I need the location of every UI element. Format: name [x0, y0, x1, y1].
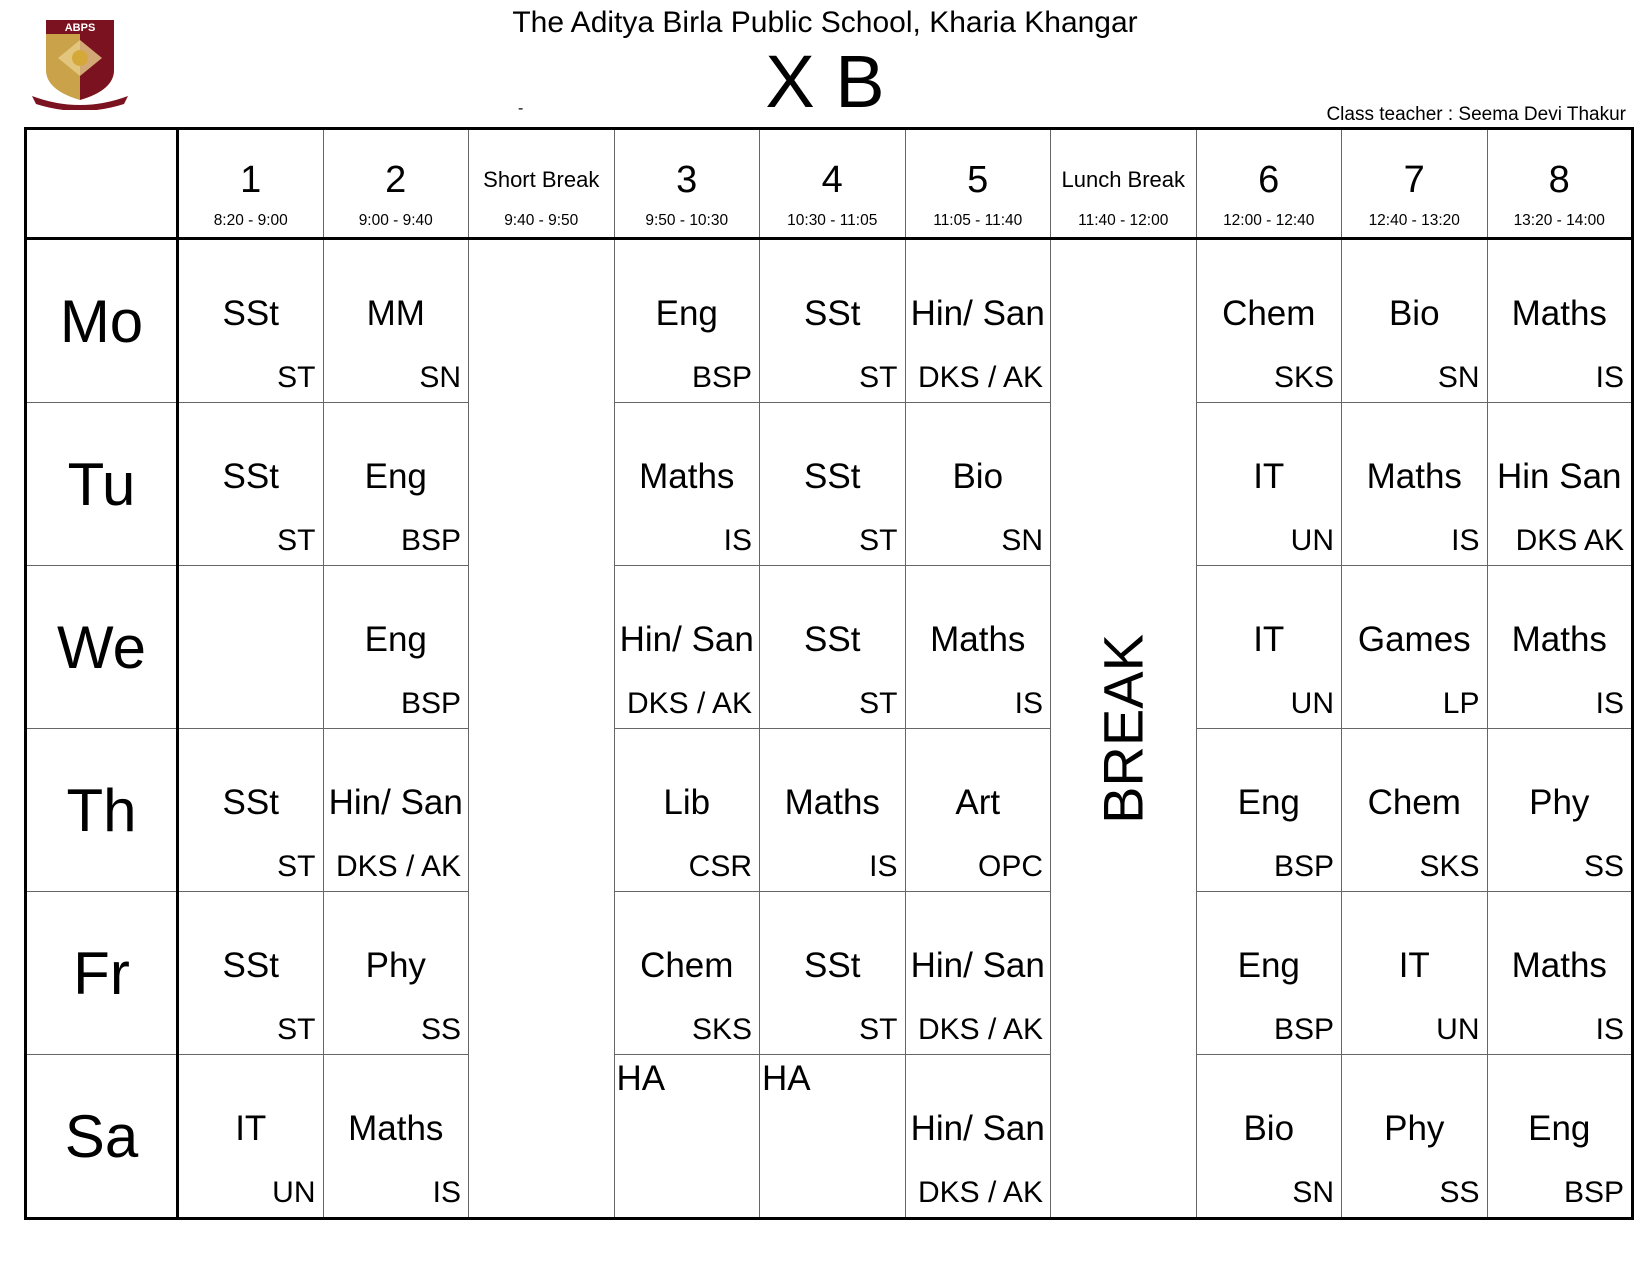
- subject-label: Maths: [1511, 620, 1607, 659]
- day-label: Sa: [26, 1055, 178, 1219]
- timetable: [24, 127, 1634, 1220]
- subject-label: Chem: [1367, 783, 1461, 822]
- subject-label: IT: [1253, 457, 1285, 496]
- timetable-cell: [905, 239, 1051, 403]
- period-time: 9:50 - 10:30: [645, 212, 729, 229]
- teacher-code: BSP: [1563, 1176, 1624, 1209]
- timetable-cell: [614, 403, 760, 566]
- timetable-cell: [1487, 566, 1633, 729]
- period-header-row: [26, 129, 1633, 239]
- day-row: [26, 1055, 1633, 1219]
- subject-label: Maths: [1511, 946, 1607, 985]
- teacher-code: SN: [1292, 1176, 1334, 1209]
- subject-label: Maths: [930, 620, 1026, 659]
- period-time: 8:20 - 9:00: [213, 212, 288, 229]
- timetable-cell: [323, 566, 469, 729]
- teacher-code: SKS: [1419, 850, 1480, 883]
- period-label: 1: [240, 159, 262, 201]
- period-time: 12:00 - 12:40: [1223, 212, 1315, 229]
- timetable-cell: [1196, 729, 1342, 892]
- day-row: [26, 403, 1633, 566]
- timetable-cell: [1342, 729, 1488, 892]
- class-teacher: Class teacher : Seema Devi Thakur: [1326, 104, 1626, 125]
- subject-label: Eng: [655, 294, 718, 333]
- timetable-cell: [905, 729, 1051, 892]
- subject-label: Chem: [640, 946, 734, 985]
- subject-label: Hin/ San: [328, 783, 463, 822]
- teacher-code: IS: [1595, 687, 1624, 720]
- subject-label: SSt: [804, 946, 861, 985]
- day-row: [26, 892, 1633, 1055]
- subject-label: IT: [1253, 620, 1285, 659]
- timetable-cell: [760, 1055, 906, 1219]
- teacher-code: IS: [1451, 524, 1480, 557]
- period-label: 8: [1548, 159, 1570, 201]
- teacher-code: IS: [1595, 361, 1624, 394]
- timetable-cell: [760, 239, 906, 403]
- lunch-break-column: [1051, 239, 1197, 1219]
- subject-label: Phy: [365, 946, 426, 985]
- class-name: X B: [765, 40, 885, 123]
- period-header: [905, 129, 1051, 239]
- subject-label: Phy: [1529, 783, 1590, 822]
- period-header: [178, 129, 324, 239]
- teacher-code: IS: [432, 1176, 461, 1209]
- corner-cell: [26, 129, 178, 239]
- teacher-code: ST: [859, 361, 898, 394]
- teacher-code: IS: [869, 850, 898, 883]
- subject-label: SSt: [804, 294, 861, 333]
- day-label: Mo: [26, 239, 178, 403]
- teacher-code: SS: [1583, 850, 1624, 883]
- timetable-cell: [760, 403, 906, 566]
- timetable-cell: [178, 566, 324, 729]
- timetable-cell: [905, 566, 1051, 729]
- timetable-cell: [1487, 729, 1633, 892]
- subject-label: Eng: [1237, 783, 1300, 822]
- day-label: Fr: [26, 892, 178, 1055]
- subject-label: Bio: [952, 457, 1004, 496]
- teacher-code: ST: [859, 687, 898, 720]
- header-dash: -: [518, 100, 524, 117]
- teacher-code: BSP: [1273, 1013, 1334, 1046]
- subject-label: Hin/ San: [619, 620, 754, 659]
- period-label: 6: [1258, 159, 1280, 201]
- timetable-cell: [760, 566, 906, 729]
- subject-label: Bio: [1243, 1109, 1295, 1148]
- subject-label: Art: [955, 783, 1001, 822]
- timetable-cell: [614, 892, 760, 1055]
- timetable-cell: [323, 1055, 469, 1219]
- timetable-cell: [178, 729, 324, 892]
- timetable-cell: [614, 1055, 760, 1219]
- timetable-cell: [323, 239, 469, 403]
- subject-label: Hin/ San: [910, 1109, 1045, 1148]
- break-label: BREAK: [1091, 633, 1155, 824]
- teacher-code: SKS: [691, 1013, 752, 1046]
- teacher-code: SN: [1001, 524, 1043, 557]
- period-header: [1051, 129, 1197, 239]
- short-break-column: [469, 239, 615, 1219]
- subject-label: Bio: [1388, 294, 1440, 333]
- timetable-cell: [905, 403, 1051, 566]
- subject-label: SSt: [222, 946, 279, 985]
- timetable-cell: [614, 566, 760, 729]
- period-time: 11:40 - 12:00: [1078, 212, 1169, 229]
- day-label: Th: [26, 729, 178, 892]
- subject-label: Lib: [663, 783, 711, 822]
- subject-label: Eng: [364, 457, 427, 496]
- subject-label: Maths: [1366, 457, 1462, 496]
- teacher-code: SS: [1439, 1176, 1480, 1209]
- subject-label: SSt: [804, 620, 861, 659]
- subject-label: SSt: [804, 457, 861, 496]
- timetable-cell: [323, 403, 469, 566]
- timetable-cell: [1196, 403, 1342, 566]
- timetable-cell: [323, 729, 469, 892]
- teacher-code: IS: [1014, 687, 1043, 720]
- period-time: 11:05 - 11:40: [933, 212, 1023, 229]
- teacher-code: SN: [1437, 361, 1480, 394]
- timetable-cell: [1487, 239, 1633, 403]
- timetable-cell: [1196, 239, 1342, 403]
- timetable-cell: [323, 892, 469, 1055]
- subject-label: Eng: [1237, 946, 1300, 985]
- period-header: [1196, 129, 1342, 239]
- teacher-code: BSP: [691, 361, 752, 394]
- subject-label: Hin San: [1496, 457, 1622, 496]
- logo-text: ABPS: [64, 22, 96, 34]
- subject-label: HA: [616, 1059, 666, 1098]
- teacher-code: BSP: [400, 687, 461, 720]
- teacher-code: UN: [1436, 1013, 1480, 1046]
- subject-label: IT: [235, 1109, 267, 1148]
- teacher-code: OPC: [977, 850, 1043, 883]
- subject-label: Hin/ San: [910, 294, 1045, 333]
- teacher-code: IS: [723, 524, 752, 557]
- teacher-code: UN: [272, 1176, 316, 1209]
- timetable-cell: [1196, 1055, 1342, 1219]
- subject-label: IT: [1398, 946, 1430, 985]
- timetable-cell: [178, 403, 324, 566]
- period-label: 2: [385, 159, 407, 201]
- teacher-code: BSP: [400, 524, 461, 557]
- timetable-cell: [178, 239, 324, 403]
- subject-label: SSt: [222, 294, 279, 333]
- period-header: [323, 129, 469, 239]
- timetable-cell: [905, 1055, 1051, 1219]
- subject-label: Maths: [639, 457, 735, 496]
- teacher-code: DKS / AK: [917, 361, 1043, 394]
- teacher-code: CSR: [688, 850, 752, 883]
- period-label: 4: [821, 159, 843, 201]
- teacher-code: DKS / AK: [917, 1176, 1043, 1209]
- timetable-cell: [1342, 1055, 1488, 1219]
- day-label: Tu: [26, 403, 178, 566]
- period-time: 13:20 - 14:00: [1513, 212, 1605, 229]
- timetable-cell: [1342, 239, 1488, 403]
- timetable-cell: [1487, 892, 1633, 1055]
- teacher-code: ST: [277, 361, 316, 394]
- timetable-cell: [760, 729, 906, 892]
- teacher-code: SS: [420, 1013, 461, 1046]
- subject-label: Phy: [1384, 1109, 1445, 1148]
- period-header: [614, 129, 760, 239]
- teacher-code: LP: [1442, 687, 1480, 720]
- subject-label: Eng: [364, 620, 427, 659]
- period-label: 7: [1403, 159, 1425, 201]
- period-header: [760, 129, 906, 239]
- timetable-cell: [760, 892, 906, 1055]
- period-time: 9:00 - 9:40: [358, 212, 433, 229]
- teacher-code: DKS AK: [1515, 524, 1624, 557]
- teacher-code: DKS / AK: [335, 850, 461, 883]
- timetable-cell: [178, 892, 324, 1055]
- teacher-code: ST: [277, 524, 316, 557]
- subject-label: Eng: [1528, 1109, 1591, 1148]
- teacher-code: UN: [1290, 687, 1334, 720]
- subject-label: Maths: [784, 783, 880, 822]
- timetable-cell: [1342, 892, 1488, 1055]
- period-header: [1342, 129, 1488, 239]
- period-label: Short Break: [483, 167, 600, 192]
- subject-label: SSt: [222, 457, 279, 496]
- period-header: [469, 129, 615, 239]
- period-time: 9:40 - 9:50: [504, 212, 579, 229]
- subject-label: Maths: [1511, 294, 1607, 333]
- school-name: The Aditya Birla Public School, Kharia Khangar: [512, 6, 1138, 39]
- subject-label: MM: [366, 294, 425, 333]
- subject-label: Games: [1357, 620, 1471, 659]
- subject-label: Chem: [1222, 294, 1316, 333]
- subject-label: Hin/ San: [910, 946, 1045, 985]
- subject-label: HA: [762, 1059, 811, 1098]
- timetable-cell: [905, 892, 1051, 1055]
- subject-label: SSt: [222, 783, 279, 822]
- day-row: [26, 239, 1633, 403]
- timetable-cell: [1487, 403, 1633, 566]
- teacher-code: SKS: [1273, 361, 1334, 394]
- teacher-code: ST: [859, 524, 898, 557]
- timetable-cell: [1342, 403, 1488, 566]
- period-header: [1487, 129, 1633, 239]
- teacher-code: DKS / AK: [626, 687, 752, 720]
- teacher-code: SN: [419, 361, 461, 394]
- period-time: 10:30 - 11:05: [787, 212, 878, 229]
- timetable-cell: [614, 729, 760, 892]
- timetable-cell: [614, 239, 760, 403]
- teacher-code: ST: [859, 1013, 898, 1046]
- teacher-code: ST: [277, 850, 316, 883]
- teacher-code: IS: [1595, 1013, 1624, 1046]
- period-label: Lunch Break: [1061, 167, 1186, 192]
- day-label: We: [26, 566, 178, 729]
- day-row: [26, 566, 1633, 729]
- subject-label: Maths: [348, 1109, 444, 1148]
- timetable-cell: [1487, 1055, 1633, 1219]
- timetable-cell: [1342, 566, 1488, 729]
- timetable-cell: [1196, 566, 1342, 729]
- period-label: 3: [676, 159, 698, 201]
- timetable-cell: [1196, 892, 1342, 1055]
- period-label: 5: [967, 159, 989, 201]
- teacher-code: BSP: [1273, 850, 1334, 883]
- day-row: [26, 729, 1633, 892]
- period-time: 12:40 - 13:20: [1368, 212, 1460, 229]
- teacher-code: UN: [1290, 524, 1334, 557]
- teacher-code: DKS / AK: [917, 1013, 1043, 1046]
- teacher-code: ST: [277, 1013, 316, 1046]
- timetable-cell: [178, 1055, 324, 1219]
